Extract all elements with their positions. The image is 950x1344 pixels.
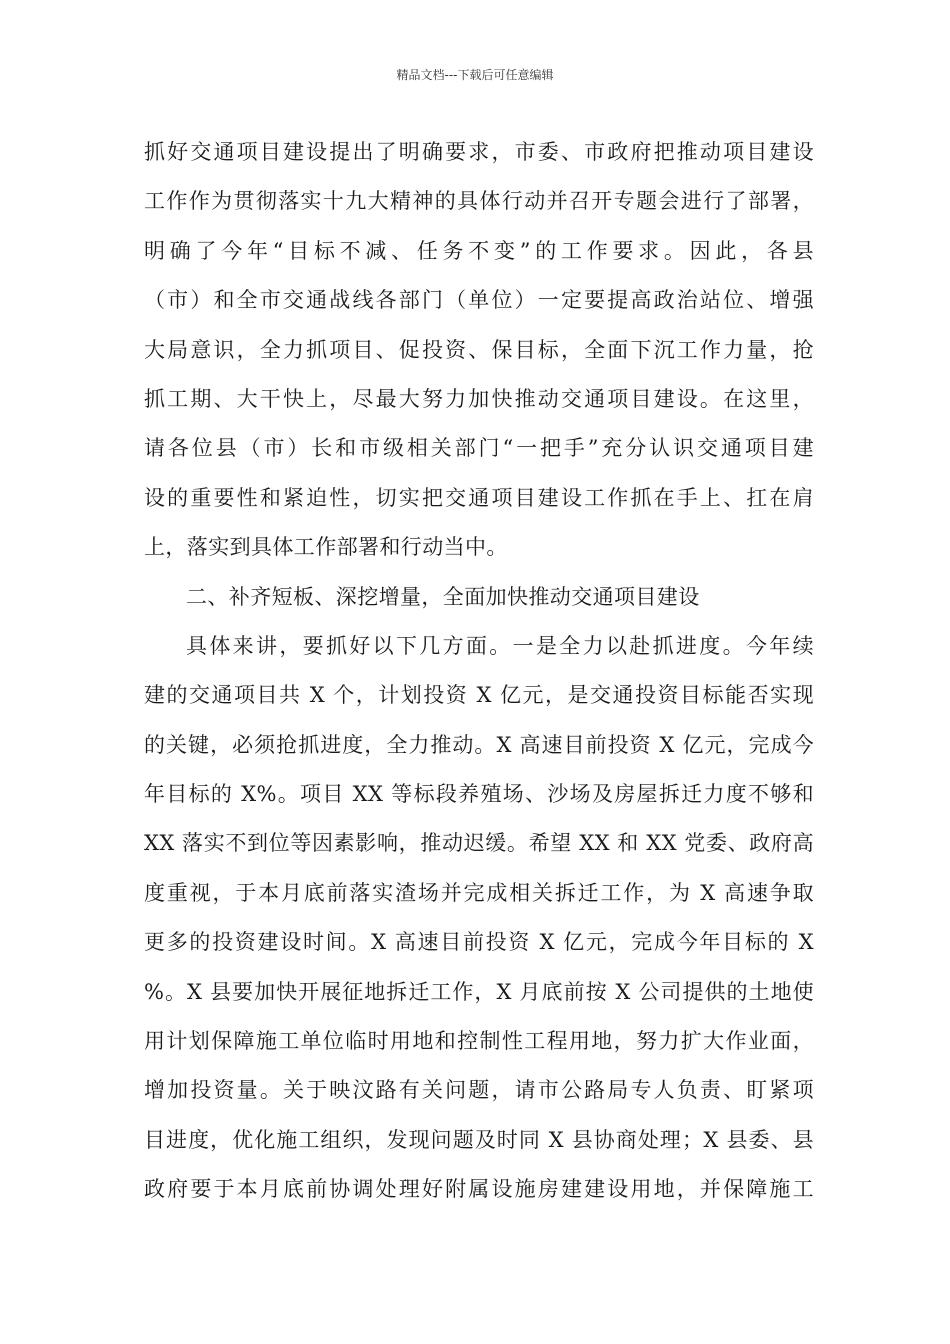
document-body (144, 128, 814, 1215)
paragraph-2-line-5: XX 落实不到位等因素影响，推动迟缓。希望 XX 和 XX 党委、政府高 (144, 831, 814, 856)
paragraph-1-line-4: （市）和全市交通战线各部门（单位）一定要提高政治站位、增强 (144, 288, 814, 313)
paragraph-2-line-10: 增加投资量。关于映汶路有关问题，请市公路局专人负责、盯紧项 (144, 1078, 814, 1103)
paragraph-1-line-9: 上，落实到具体工作部署和行动当中。 (144, 535, 508, 560)
paragraph-1-line-2: 工作作为贯彻落实十九大精神的具体行动并召开专题会进行了部署， (144, 189, 814, 214)
paragraph-1-line-8: 设的重要性和紧迫性，切实把交通项目建设工作抓在手上、扛在肩 (144, 485, 814, 510)
paragraph-2-line-8: %。X 县要加快开展征地拆迁工作，X 月底前按 X 公司提供的土地使 (144, 979, 814, 1004)
paragraph-1-line-1: 抓好交通项目建设提出了明确要求，市委、市政府把推动项目建设 (144, 140, 814, 164)
paragraph-2-line-9: 用计划保障施工单位临时用地和控制性工程用地，努力扩大作业面， (144, 1029, 814, 1054)
page-header: 精品文档---下载后可任意编辑 (396, 68, 554, 82)
paragraph-2-line-2: 建的交通项目共 X 个，计划投资 X 亿元，是交通投资目标能否实现 (144, 683, 814, 708)
paragraph-2-line-6: 度重视，于本月底前落实渣场并完成相关拆迁工作，为 X 高速争取 (144, 880, 814, 905)
paragraph-2-line-3: 的关键，必须抢抓进度，全力推动。X 高速目前投资 X 亿元，完成今 (144, 732, 814, 757)
paragraph-1-line-7: 请各位县（市）长和市级相关部门“一把手”充分认识交通项目建 (144, 436, 814, 461)
paragraph-2-line-7: 更多的投资建设时间。X 高速目前投资 X 亿元，完成今年目标的 X (144, 930, 814, 955)
paragraph-2-line-4: 年目标的 X%。项目 XX 等标段养殖场、沙场及房屋拆迁力度不够和 (144, 782, 814, 807)
paragraph-2-line-12: 政府要于本月底前协调处理好附属设施房建建设用地，并保障施工 (144, 1177, 814, 1202)
paragraph-1-line-6: 抓工期、大干快上，尽最大努力加快推动交通项目建设。在这里， (144, 386, 814, 411)
paragraph-1-line-5: 大局意识，全力抓项目、促投资、保目标，全面下沉工作力量，抢 (144, 337, 814, 362)
paragraph-2-line-11: 目进度，优化施工组织，发现问题及时同 X 县协商处理；X 县委、县 (144, 1127, 814, 1152)
section-heading: 二、补齐短板、深挖增量，全面加快推动交通项目建设 (186, 584, 700, 609)
paragraph-2-line-1: 具体来讲，要抓好以下几方面。一是全力以赴抓进度。今年续 (186, 633, 814, 658)
paragraph-1-line-3: 明确了今年“目标不减、任务不变”的工作要求。因此，各县 (144, 238, 814, 263)
